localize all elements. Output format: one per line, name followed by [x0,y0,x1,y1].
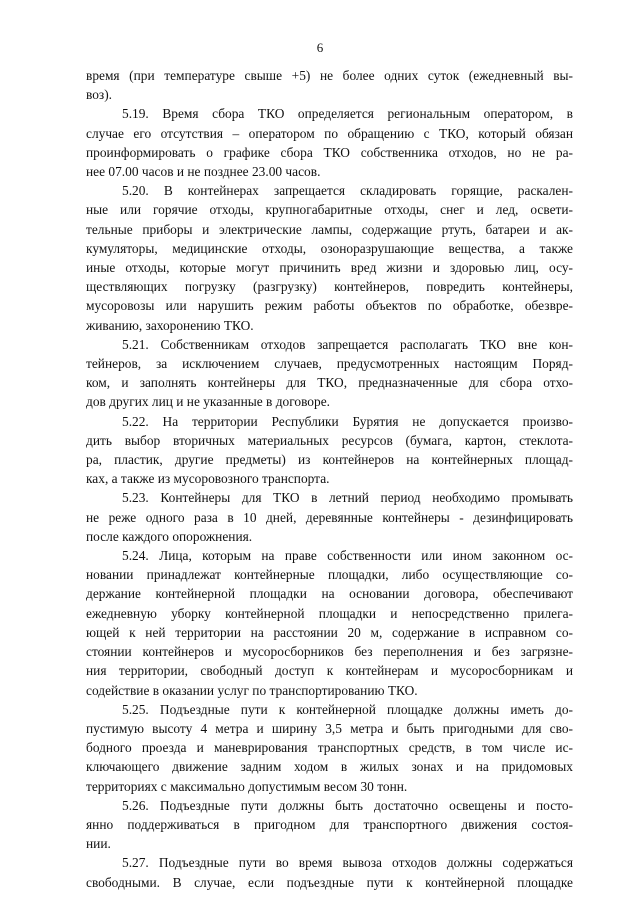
text-line: после каждого опорожнения. [86,528,253,544]
text-line: ния территории, свободный доступ к контейнерам и мусоросборникам и [86,663,573,679]
text-line: 5.23. Контейнеры для ТКО в летний период необходимо промывать [122,490,573,506]
text-line: ежедневную уборку контейнерной площадки и непосредственно прилега- [86,605,573,621]
text-line: 5.26. Подъездные пути должны быть достаточно освещены и посто- [122,797,573,813]
paragraph-cont [86,66,573,104]
page-number: 6 [316,40,324,55]
paragraph-5-19 [86,104,573,181]
text-line: 5.20. В контейнерах запрещается складировать горящие, раскален- [122,183,573,199]
text-line: держание контейнерной площадки на основании договора, обеспечивают [86,586,573,602]
text-line: ках, а также из мусоровозного транспорта. [86,471,330,487]
text-line: янно поддерживаться в пригодном для транспортного движения состоя- [86,816,573,832]
text-line: нее 07.00 часов и не позднее 23.00 часов. [86,164,321,180]
text-line: дить выбор вторичных материальных ресурсов (бумага, картон, стеклота- [86,432,573,448]
text-line: воз). [86,87,113,103]
text-line: ющей к ней территории на расстоянии 20 м, содержание в исправном со- [86,624,573,640]
paragraph-5-20 [86,181,573,335]
text-line: дов других лиц и не указанные в договоре. [86,394,330,410]
text-line: территориях с максимально допустимым весом 30 тонн. [86,778,408,794]
paragraph-5-25 [86,700,573,796]
text-line: свободными. В случае, если подъездные пути к контейнерной площадке [86,874,573,890]
text-line: ключающего движение задним ходом в жилых зонах и на придомовых [86,759,573,775]
text-line: тейнеров, за исключением случаев, предусмотренных настоящим Поряд- [86,356,573,372]
text-line: 5.27. Подъездные пути во время вывоза отходов должны содержаться [122,855,573,871]
paragraph-5-21 [86,335,573,412]
text-line: пустимую высоту 4 метра и ширину 3,5 метра и быть пригодными для сво- [86,720,573,736]
text-line: ществляющих погрузку (разгрузку) контейнеров, повредить контейнеры, [86,279,573,295]
text-line: стоянии контейнеров и мусоросборников без переполнения и без загрязне- [86,644,573,660]
text-line: проинформировать о графике сбора ТКО собственника отходов, но не ра- [86,144,573,160]
text-line: содействие в оказании услуг по транспортированию ТКО. [86,682,418,698]
text-line: кумуляторы, медицинские отходы, озоноразрушающие вещества, а также [86,240,573,256]
text-line: нии. [86,836,111,852]
text-line: живанию, захоронению ТКО. [86,317,254,333]
text-line: 5.19. Время сбора ТКО определяется региональным оператором, в [122,106,573,122]
text-line: мусоровозы или нарушить режим работы объектов по обработке, обезвре- [86,298,573,314]
document-body [86,66,573,892]
text-line: 5.25. Подъездные пути к контейнерной площадке должны иметь до- [122,701,573,717]
paragraph-5-22 [86,412,573,489]
paragraph-5-26 [86,796,573,854]
text-line: ные или горячие отходы, крупногабаритные отходы, снег и лед, освети- [86,202,573,218]
paragraph-5-27 [86,853,573,891]
paragraph-5-24 [86,546,573,700]
text-line: 5.21. Собственникам отходов запрещается располагать ТКО вне кон- [122,336,573,352]
paragraph-5-23 [86,488,573,546]
text-line: случае его отсутствия – оператором по обращению с ТКО, который обязан [86,125,573,141]
text-line: иные отходы, которые могут причинить вред жизни и здоровью лиц, осу- [86,260,573,276]
text-line: тельные приборы и электрические лампы, содержащие ртуть, батареи и ак- [86,221,573,237]
text-line: 5.22. На территории Республики Бурятия не допускается произво- [122,413,573,429]
text-line: бодного проезда и маневрирования транспортных средств, в том числе ис- [86,740,573,756]
text-line: ра, пластик, другие предметы) из контейнеров на контейнерных площад- [86,452,573,468]
text-line: новании принадлежат контейнерные площадки, либо осуществляющие со- [86,567,573,583]
text-line: 5.24. Лица, которым на праве собственности или ином законном ос- [122,548,573,564]
text-line: не реже одного раза в 10 дней, деревянные контейнеры - дезинфицировать [86,509,573,525]
text-line: ком, и заполнять контейнеры для ТКО, предназначенные для сбора отхо- [86,375,573,391]
text-line: время (при температуре свыше +5) не более одних суток (ежедневный вы- [86,68,573,83]
